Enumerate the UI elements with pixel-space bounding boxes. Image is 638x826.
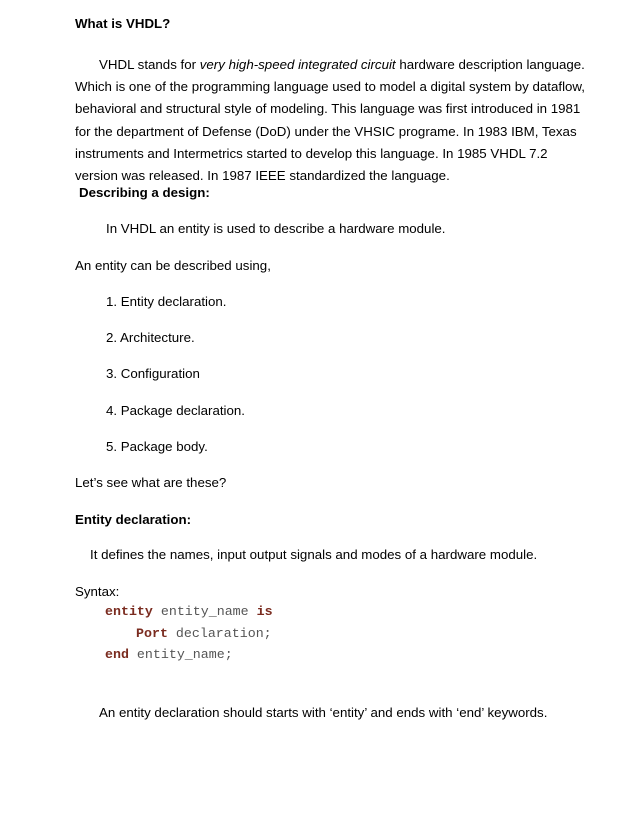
- syntax-label: Syntax:: [75, 584, 120, 599]
- list-item: 1. Entity declaration.: [106, 294, 227, 309]
- heading-describing-design: Describing a design:: [79, 185, 210, 200]
- list-item: 4. Package declaration.: [106, 403, 245, 418]
- intro-line-5: instruments and Intermetrics started to develop this language. In 1985 VHDL 7.2: [75, 145, 548, 161]
- code-identifier: declaration;: [167, 626, 272, 641]
- heading-entity-declaration: Entity declaration:: [75, 512, 191, 527]
- list-item: 3. Configuration: [106, 366, 200, 381]
- code-identifier: entity_name;: [128, 647, 233, 662]
- intro-line-3: behavioral and structural style of modeling. This language was first introduced in 1981: [75, 101, 581, 117]
- code-keyword: Port: [136, 626, 168, 641]
- entity-intro-text: In VHDL an entity is used to describe a hardware module.: [106, 221, 446, 236]
- code-identifier: entity_name: [152, 604, 257, 619]
- code-line-1: [105, 604, 273, 620]
- intro-line-4: for the department of Defense (DoD) under the VHSIC programe. In 1983 IBM, Texas: [75, 123, 577, 139]
- intro-paragraph: [75, 54, 585, 187]
- code-line-2: [136, 626, 272, 642]
- intro-line-6: version was released. In 1987 IEEE standardized the language.: [75, 168, 450, 184]
- entity-using-text: An entity can be described using,: [75, 258, 271, 273]
- intro-emphasis: very high-speed integrated circuit: [199, 57, 396, 72]
- intro-text: hardware description language.: [395, 57, 585, 72]
- code-keyword: end: [105, 647, 129, 662]
- code-line-3: [105, 647, 233, 663]
- lets-see-text: Let’s see what are these?: [75, 475, 227, 490]
- intro-line-1: [75, 54, 585, 76]
- code-keyword: is: [256, 604, 273, 619]
- entity-defines-text: It defines the names, input output signals and modes of a hardware module.: [90, 547, 538, 562]
- list-item: 2. Architecture.: [106, 330, 195, 345]
- closing-text: An entity declaration should starts with ‘entity’ and ends with ‘end’ keywords.: [99, 705, 548, 720]
- intro-line-2: Which is one of the programming language used to model a digital system by dataflow,: [75, 79, 585, 95]
- list-item: 5. Package body.: [106, 439, 208, 454]
- intro-text: VHDL stands for: [99, 57, 200, 72]
- heading-what-is-vhdl: What is VHDL?: [75, 16, 171, 31]
- code-keyword: entity: [105, 604, 153, 619]
